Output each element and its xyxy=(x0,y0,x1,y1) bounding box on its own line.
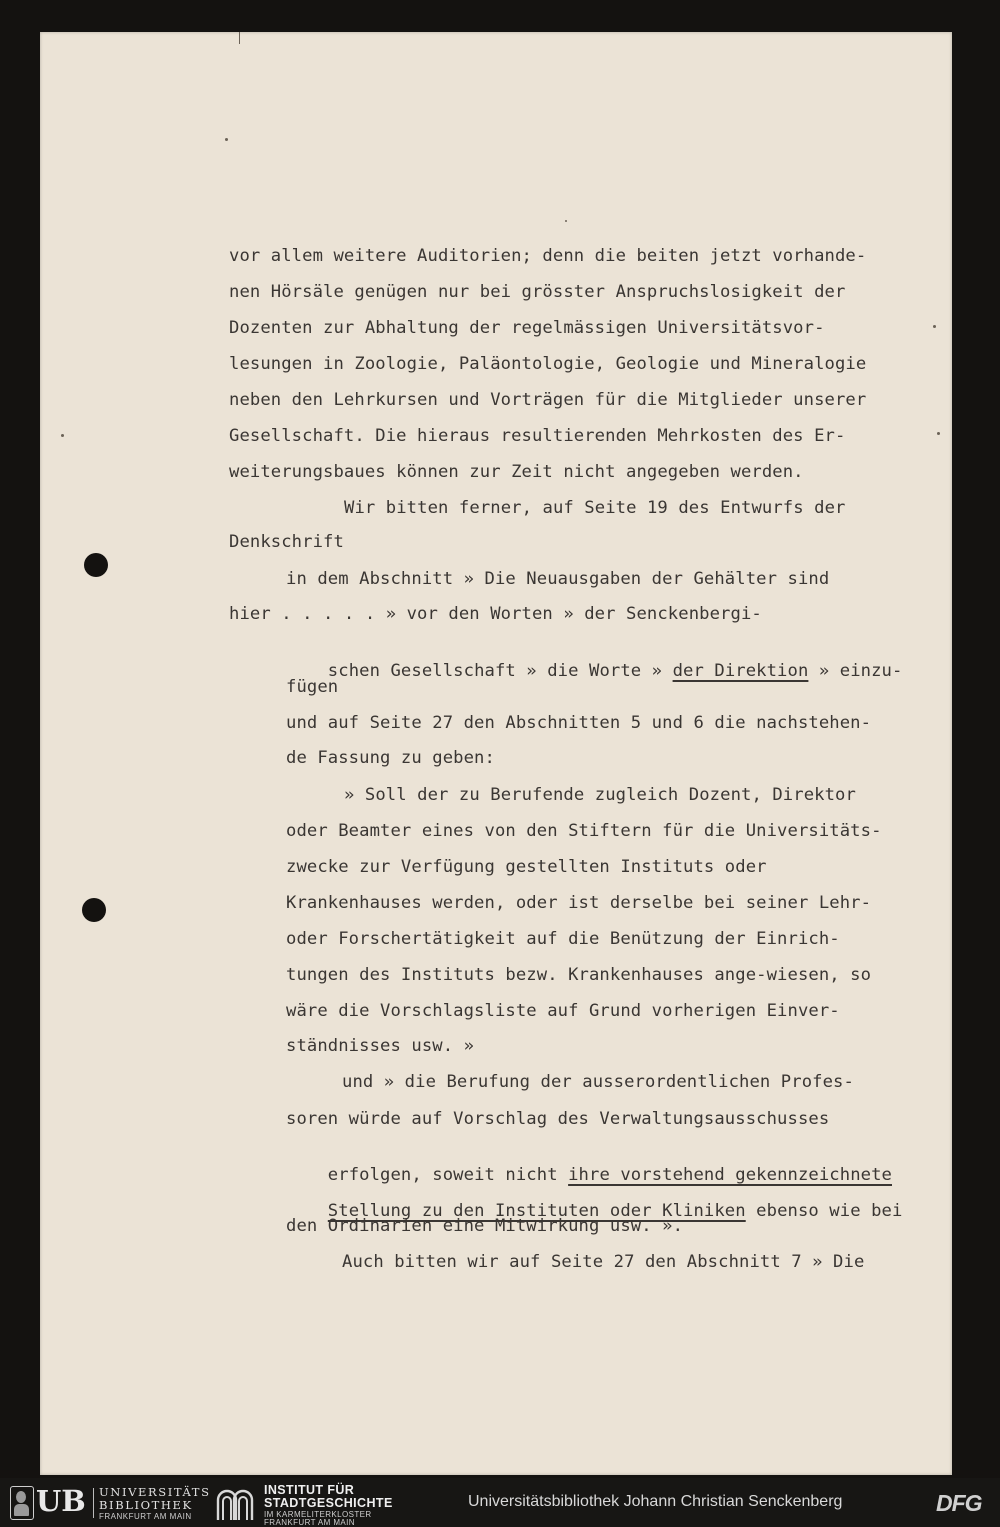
text-line-11: hier . . . . . » vor den Worten » der Senckenbergi- xyxy=(229,604,762,624)
text-line-8: Wir bitten ferner, auf Seite 19 des Entwurfs der xyxy=(344,498,846,518)
text-line-16: » Soll der zu Berufende zugleich Dozent, Direktor xyxy=(344,785,856,805)
margin-tick xyxy=(239,32,240,44)
text-line-23: ständnisses usw. » xyxy=(286,1036,475,1056)
text-line-10: in dem Abschnitt » Die Neuausgaben der Gehälter sind xyxy=(286,569,830,589)
isg-emblem-icon xyxy=(216,1486,254,1520)
text-line-4: lesungen in Zoologie, Paläontologie, Geologie und Mineralogie xyxy=(229,354,867,374)
text-line-9: Denkschrift xyxy=(229,532,344,552)
text-line-14: und auf Seite 27 den Abschnitten 5 und 6 die nachstehen- xyxy=(286,713,872,733)
ub-logo-divider xyxy=(93,1488,94,1518)
ub-emblem-icon xyxy=(10,1486,34,1520)
text-line-15: de Fassung zu geben: xyxy=(286,748,495,768)
text-line-22: wäre die Vorschlagsliste auf Grund vorherigen Einver- xyxy=(286,1001,840,1021)
isg-logo-line2: STADTGESCHICHTE xyxy=(264,1496,393,1510)
margin-dot xyxy=(937,432,940,435)
margin-dot xyxy=(225,138,228,141)
ub-logo-line3: FRANKFURT AM MAIN xyxy=(99,1512,192,1521)
text-line-12 xyxy=(286,641,902,701)
text-line-21: tungen des Instituts bezw. Krankenhauses ange-wiesen, so xyxy=(286,965,872,985)
underlined-phrase-1: ihre vorstehend gekennzeichnete xyxy=(568,1165,892,1185)
text-line-5: neben den Lehrkursen und Vorträgen für die Mitglieder unserer xyxy=(229,390,867,410)
underlined-direktion: der Direktion xyxy=(672,661,809,681)
ub-logo-letters: UB xyxy=(36,1484,86,1518)
text-line-24: und » die Berufung der ausserordentlichen Profes- xyxy=(342,1072,854,1092)
text-line-2: nen Hörsäle genügen nur bei grösster Anspruchslosigkeit der xyxy=(229,282,846,302)
punch-hole-bottom xyxy=(82,898,106,922)
document-page xyxy=(40,32,952,1475)
isg-logo-line1: INSTITUT FÜR xyxy=(264,1483,355,1497)
ub-logo-line1: UNIVERSITÄTS xyxy=(99,1485,211,1499)
text-line-1: vor allem weitere Auditorien; denn die beiten jetzt vorhande- xyxy=(229,246,867,266)
text-line-19: Krankenhauses werden, oder ist derselbe bei seiner Lehr- xyxy=(286,893,872,913)
text-line-26a: erfolgen, soweit nicht xyxy=(327,1165,558,1185)
text-line-20: oder Forschertätigkeit auf die Benützung der Einrich- xyxy=(286,929,840,949)
text-line-17: oder Beamter eines von den Stiftern für die Universitäts- xyxy=(286,821,882,841)
text-line-12a: schen Gesellschaft » die Worte » xyxy=(327,661,663,681)
text-line-28: den Ordinarien eine Mitwirkung usw. ». xyxy=(286,1216,684,1236)
underlined-phrase-2: Stellung zu den Instituten oder Kliniken xyxy=(327,1201,746,1221)
punch-hole-top xyxy=(84,553,108,577)
isg-logo-line3: IM KARMELITERKLOSTER xyxy=(264,1510,372,1519)
footer-bar xyxy=(0,1478,1000,1527)
text-line-13: fügen xyxy=(286,677,339,697)
text-line-18: zwecke zur Verfügung gestellten Instituts oder xyxy=(286,857,767,877)
text-line-3: Dozenten zur Abhaltung der regelmässigen Universitätsvor- xyxy=(229,318,825,338)
isg-logo-line4: FRANKFURT AM MAIN xyxy=(264,1518,355,1527)
text-line-25: soren würde auf Vorschlag des Verwaltungsausschusses xyxy=(286,1109,830,1129)
text-line-6: Gesellschaft. Die hieraus resultierenden Mehrkosten des Er- xyxy=(229,426,846,446)
text-line-12b: » einzu- xyxy=(818,661,903,681)
text-line-27b: ebenso wie bei xyxy=(756,1201,903,1221)
ub-logo-line2: BIBLIOTHEK xyxy=(99,1498,193,1512)
margin-dot xyxy=(565,220,567,222)
footer-library-name: Universitätsbibliothek Johann Christian Senckenberg xyxy=(468,1493,843,1510)
text-line-29: Auch bitten wir auf Seite 27 den Abschnitt 7 » Die xyxy=(342,1252,865,1272)
margin-dot xyxy=(61,434,64,437)
dfg-logo: DFG xyxy=(936,1490,982,1516)
margin-dot xyxy=(933,325,936,328)
text-line-7: weiterungsbaues können zur Zeit nicht angegeben werden. xyxy=(229,462,804,482)
